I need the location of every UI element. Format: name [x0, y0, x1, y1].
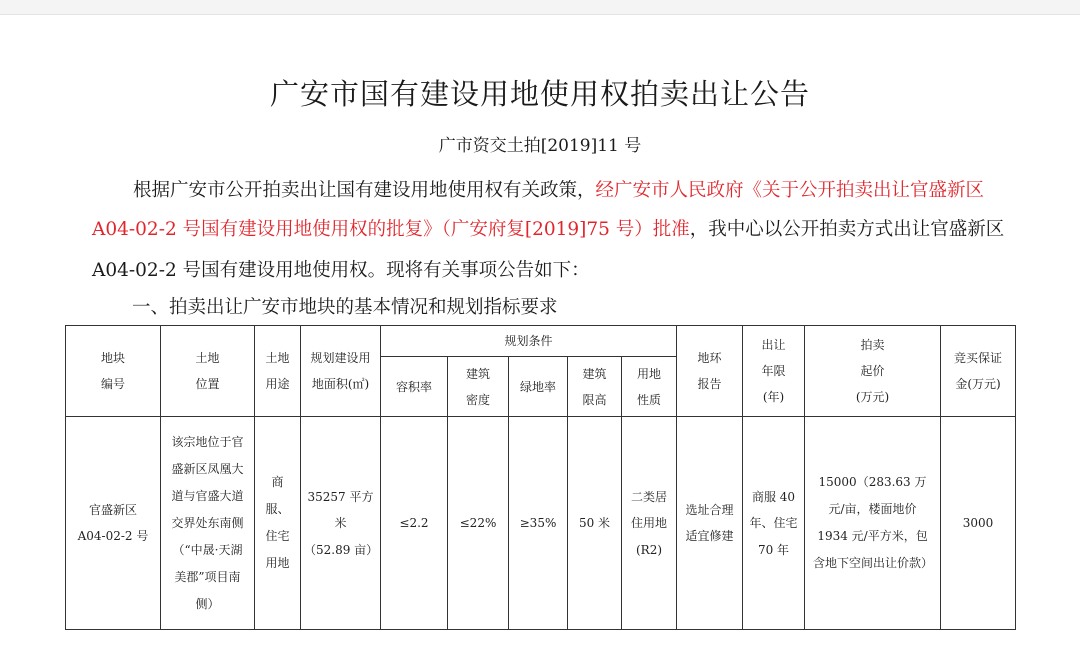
table-row	[66, 417, 1016, 630]
cell-green: ≥35%	[509, 417, 568, 630]
paragraph-highlight: A04-02-2 号国有建设用地使用权的批复》（广安府复[2019]75 号）批准	[92, 219, 690, 240]
parcel-table	[65, 325, 1016, 630]
header-green: 绿地率	[509, 357, 568, 417]
document-number: 广市资交土拍[2019]11 号	[438, 136, 642, 156]
section-heading: 一、拍卖出让广安市地块的基本情况和规划指标要求	[132, 297, 558, 318]
cell-term: 商服 40 年、住宅 70 年	[743, 417, 805, 630]
cell-env-report: 选址合理 适宜修建	[677, 417, 743, 630]
cell-deposit: 3000	[941, 417, 1016, 630]
header-start-price: 拍卖 起价 (万元)	[805, 326, 941, 417]
cell-far: ≤2.2	[381, 417, 448, 630]
header-height: 建筑 限高	[568, 357, 622, 417]
header-deposit: 竞买保证 金(万元)	[941, 326, 1016, 417]
paragraph-line-3: A04-02-2 号国有建设用地使用权。现将有关事项公告如下：	[92, 260, 590, 281]
page-title: 广安市国有建设用地使用权拍卖出让公告	[269, 77, 810, 111]
paragraph-highlight: 经广安市人民政府《关于公开拍卖出让官盛新区	[595, 180, 985, 201]
paragraph-line-2	[92, 215, 1005, 241]
header-nature: 用地 性质	[622, 357, 677, 417]
cell-location: 该宗地位于官盛新区凤凰大道与官盛大道交界处东南侧（“中晟·天湖美郡”项目南侧）	[161, 417, 255, 630]
cell-nature: 二类居 住用地 (R2)	[622, 417, 677, 630]
cell-area: 35257 平方米 （52.89 亩）	[301, 417, 381, 630]
cell-parcel-no: 官盛新区 A04-02-2 号	[66, 417, 161, 630]
paragraph-text: ，我中心以公开拍卖方式出让官盛新区	[689, 219, 1005, 240]
viewer-top-strip	[0, 0, 1080, 15]
cell-density: ≤22%	[448, 417, 509, 630]
header-density: 建筑 密度	[448, 357, 509, 417]
header-location: 土地 位置	[161, 326, 255, 417]
header-land-use: 土地 用途	[255, 326, 301, 417]
cell-height: 50 米	[568, 417, 622, 630]
header-env-report: 地环 报告	[677, 326, 743, 417]
header-parcel-no: 地块 编号	[66, 326, 161, 417]
header-term: 出让 年限 (年)	[743, 326, 805, 417]
header-planning-conditions: 规划条件	[381, 326, 677, 357]
cell-start-price: 15000（283.63 万元/亩，楼面地价 1934 元/平方米，包含地下空间出让价款）	[805, 417, 941, 630]
paragraph-line-1	[133, 176, 1033, 202]
paragraph-text: 根据广安市公开拍卖出让国有建设用地使用权有关政策，	[133, 180, 596, 201]
header-area: 规划建设用 地面积(㎡)	[301, 326, 381, 417]
cell-land-use: 商服、住宅用地	[255, 417, 301, 630]
header-far: 容积率	[381, 357, 448, 417]
